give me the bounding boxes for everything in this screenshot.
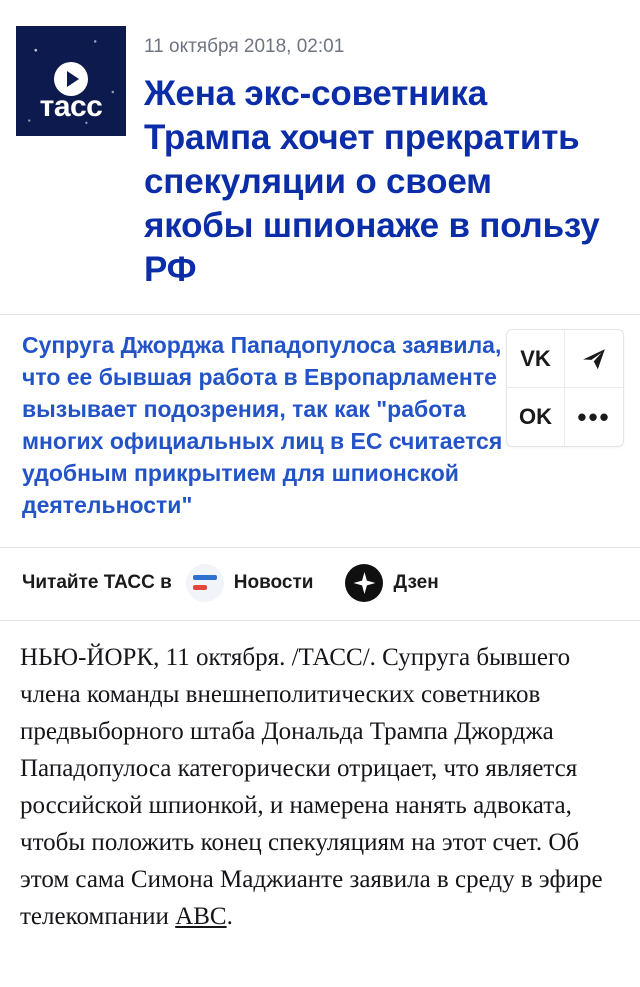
news-icon [186, 564, 224, 602]
article-header [0, 0, 640, 292]
read-on-zen[interactable] [345, 564, 438, 602]
share-vk-button[interactable]: VK [507, 330, 565, 388]
lead-paragraph: Супруга Джорджа Пападопулоса заявила, что ее бывшая работа в Европарламенте вызывает подозрения, так как "работа многих официальных лиц в ЕС считается удобным прикрытием для шпионской деятельности" [22, 332, 503, 518]
header-content [144, 26, 618, 292]
share-more-button[interactable]: ••• [577, 402, 611, 432]
share-ok-button[interactable]: OK [507, 388, 565, 446]
read-on-strip [0, 547, 640, 621]
lead-band [0, 314, 640, 531]
read-on-zen-label: Дзен [393, 572, 439, 593]
page-title: Жена экс-советника Трампа хочет прекратить спекуляции о своем якобы шпионаже в пользу РФ [144, 74, 600, 289]
publish-date: 11 октября 2018, 02:01 [144, 36, 345, 57]
read-on-label: Читайте ТАСС в [22, 572, 172, 593]
abc-link[interactable]: ABC [175, 903, 227, 930]
share-buttons[interactable] [506, 329, 624, 447]
tass-wordmark: тасс [39, 90, 103, 123]
paragraph-text-start: НЬЮ-ЙОРК, 11 октября. /ТАСС/. Супруга бывшего члена команды внешнеполитических советников предвыборного штаба Дональда Трампа Джорджа Пападопулоса категорически отрицает, что является российской шпионкой, и намерена нанять адвоката, чтобы положить конец спекуляциям на этот счет. Об этом сама Симона Маджианте заявила в среду в эфире телекомпании [20, 644, 603, 930]
paragraph-text-end: . [226, 903, 233, 930]
article-paragraph [20, 639, 620, 935]
read-on-news[interactable] [186, 564, 314, 602]
telegram-icon [581, 346, 607, 372]
share-telegram-button[interactable] [565, 330, 623, 388]
article-body [0, 621, 640, 935]
tass-logo[interactable] [16, 26, 126, 136]
read-on-news-label: Новости [233, 572, 314, 593]
zen-icon [345, 564, 383, 602]
